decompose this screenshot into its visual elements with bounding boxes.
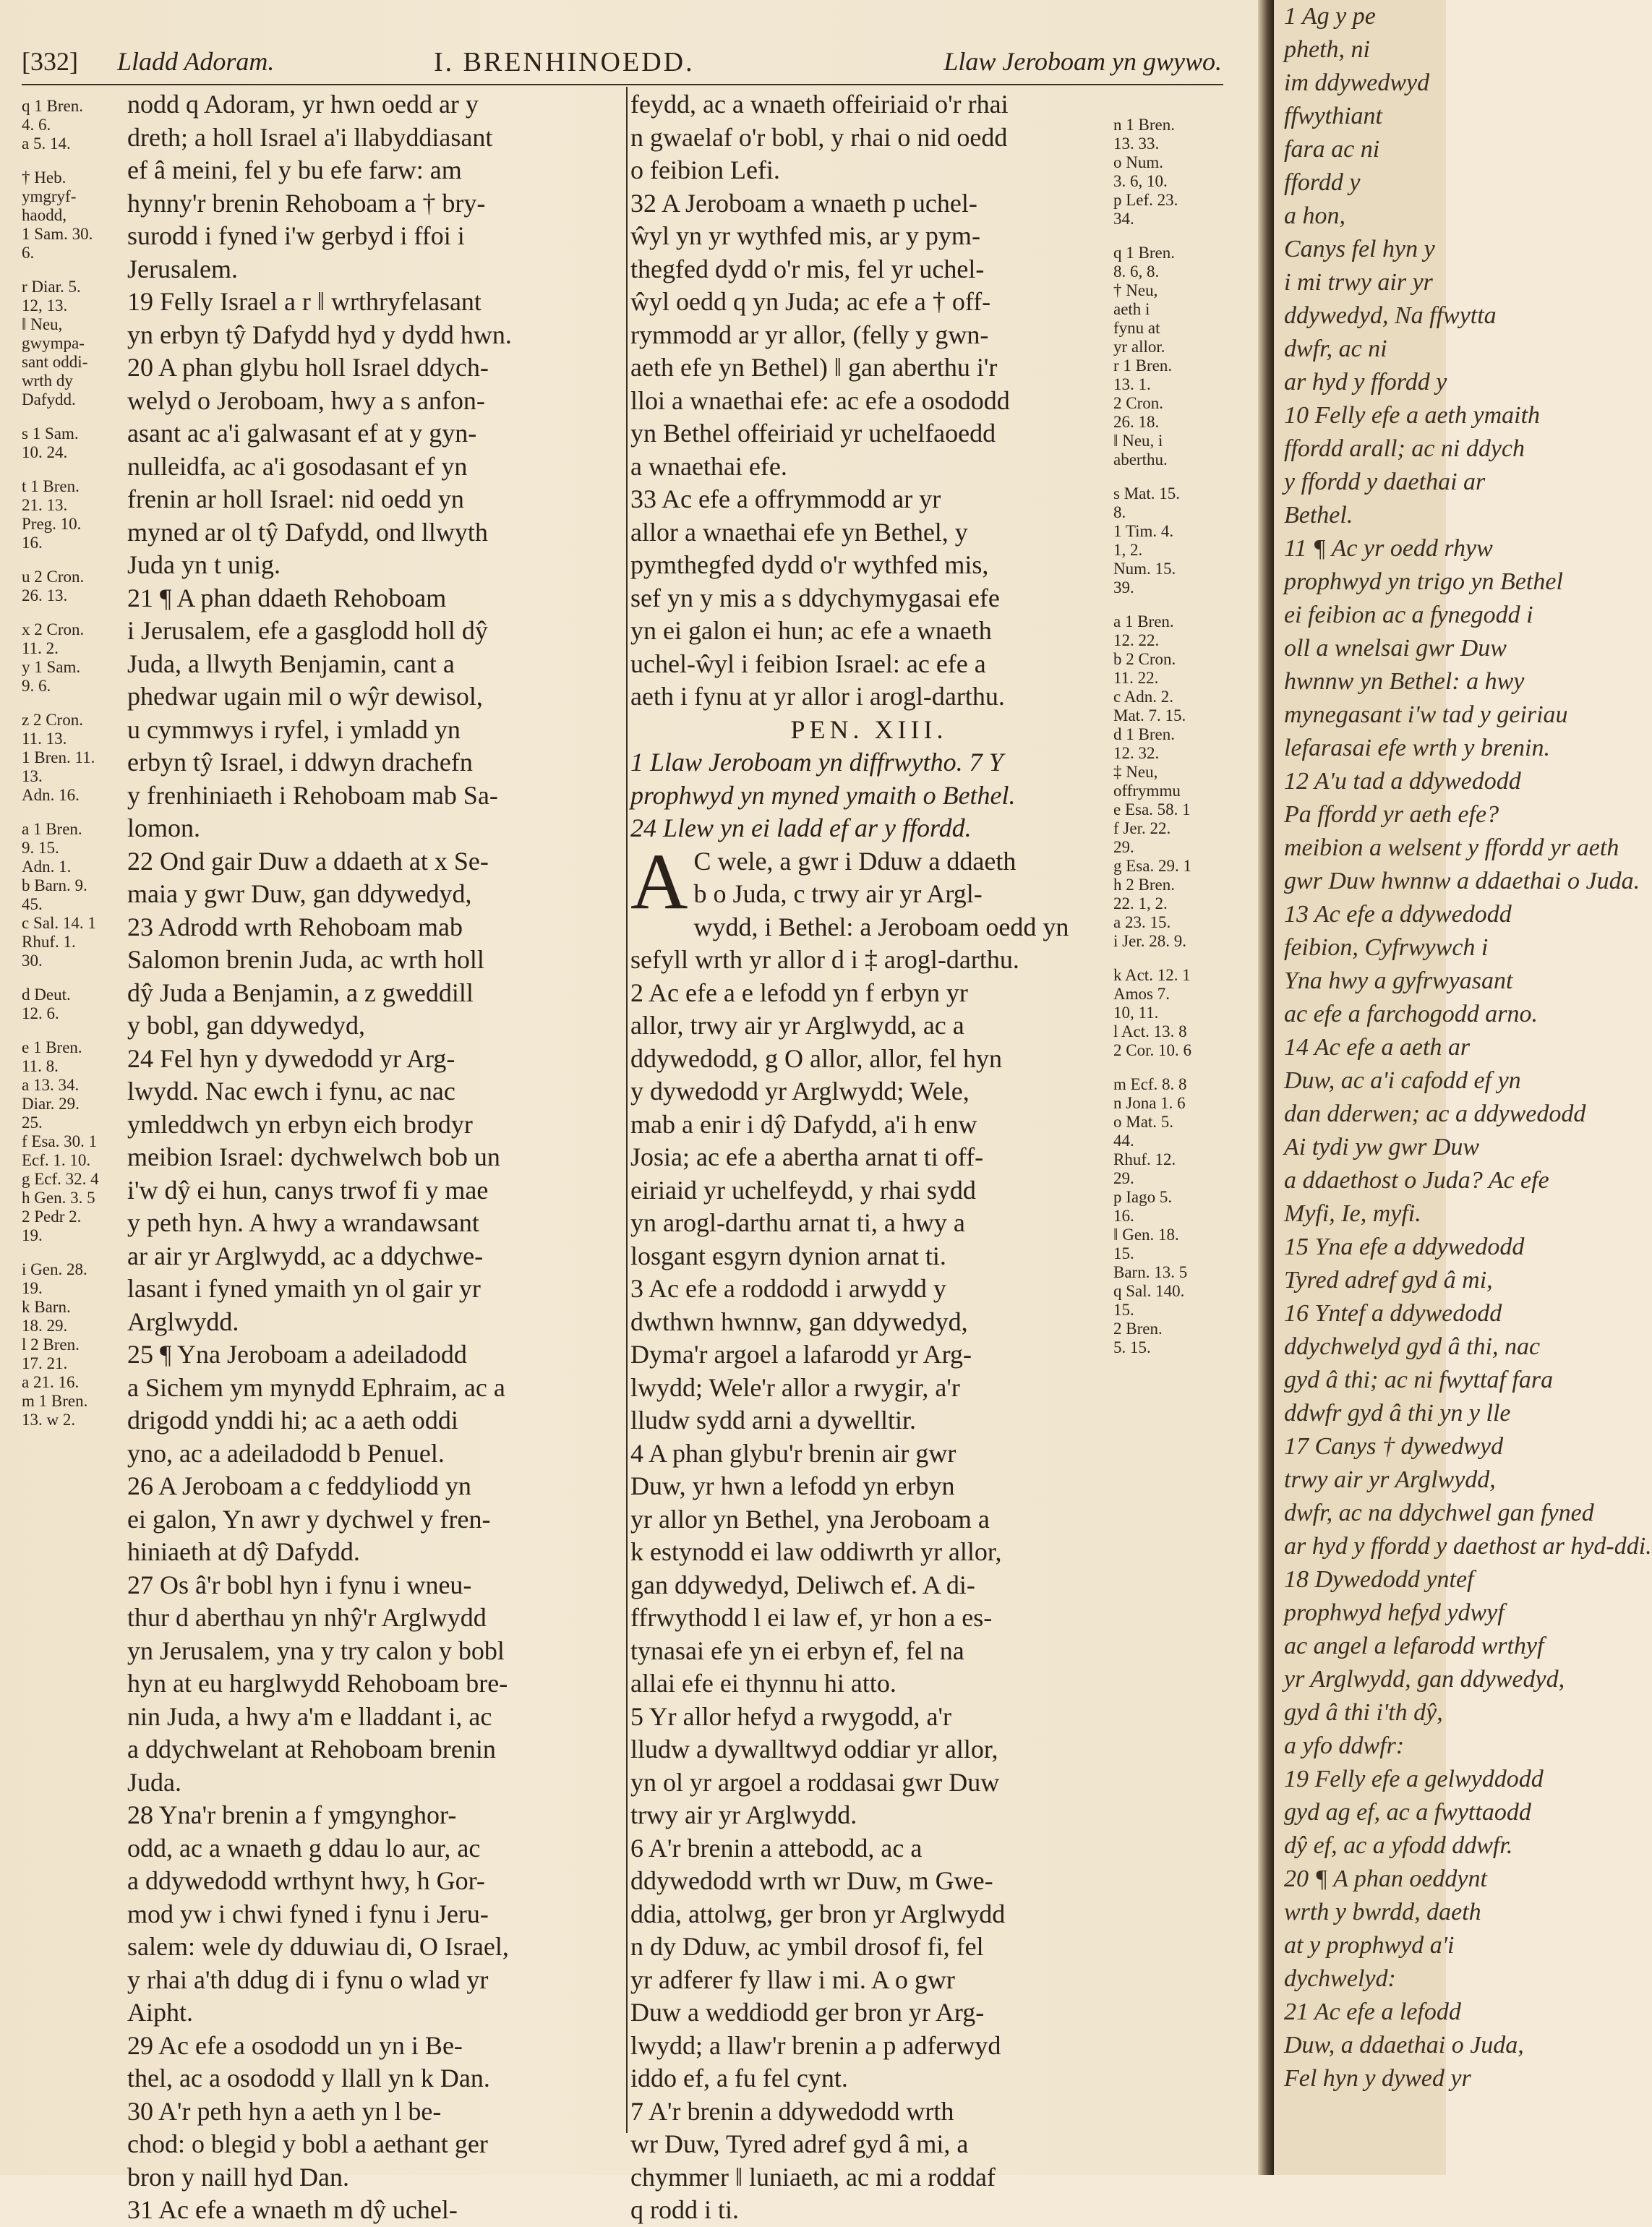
margin-note: † Heb. ymgryf- haodd, 1 Sam. 30. 6.: [22, 168, 93, 262]
verse-line: lasant i fyned ymaith yn ol gair yr: [127, 1274, 481, 1303]
facing-page-line: 17 Canys † dywedwyd: [1284, 1433, 1504, 1460]
drop-cap: A: [630, 837, 688, 926]
facing-page-line: a ddaethost o Juda? Ac efe: [1284, 1167, 1549, 1194]
facing-page-line: Duw, ac a'i cafodd ef yn: [1284, 1067, 1521, 1094]
verse-line: ymleddwch yn erbyn eich brodyr: [127, 1109, 473, 1139]
verse-line: lwydd; a llaw'r brenin a p adferwyd: [630, 2030, 1001, 2060]
verse-line: a wnaethai efe.: [630, 451, 787, 481]
verse-line: 29 Ac efe a osododd un yn i Be-: [127, 2030, 463, 2060]
facing-page-line: 1 Ag y pe: [1284, 3, 1376, 30]
facing-page-line: dŷ ef, ac a yfodd ddwfr.: [1284, 1832, 1513, 1859]
verse-line: 26 A Jeroboam a c feddyliodd yn: [127, 1471, 471, 1500]
facing-page-line: Bethel.: [1284, 502, 1353, 529]
verse-line: nulleidfa, ac a'i gosodasant ef yn: [127, 451, 468, 481]
facing-page-line: ac efe a farchogodd arno.: [1284, 1001, 1538, 1027]
verse-line: 6 A'r brenin a attebodd, ac a: [630, 1833, 923, 1863]
verse-line: erbyn tŷ Israel, i ddwyn drachefn: [127, 748, 473, 777]
verse-line: hynny'r brenin Rehoboam a † bry-: [127, 188, 486, 218]
verse-line: u cymmwys i ryfel, i ymladd yn: [127, 714, 461, 744]
facing-page-line: Yna hwy a gyfrwyasant: [1284, 967, 1513, 994]
verse-line: maia y gwr Duw, gan ddywedyd,: [127, 879, 472, 908]
verse-line: dreth; a holl Israel a'i llabyddiasant: [127, 122, 493, 152]
margin-note: d Deut. 12. 6.: [22, 986, 71, 1022]
facing-page-line: lefarasai efe wrth y brenin.: [1284, 735, 1550, 761]
right-margin-references: [1113, 116, 1251, 1372]
verse-line: 30 A'r peth hyn a aeth yn l be-: [127, 2096, 442, 2126]
summary-line: prophwyd yn myned ymaith o Bethel.: [630, 780, 1016, 810]
verse-line: 31 Ac efe a wnaeth m dŷ uchel-: [127, 2195, 458, 2224]
verse-line: pymthegfed dydd o'r wythfed mis,: [630, 550, 989, 579]
column-divider: [626, 87, 628, 2133]
verse-line: aeth efe yn Bethel) ‖ gan aberthu i'r: [630, 353, 998, 382]
facing-page-line: gyd ag ef, ac a fwyttaodd: [1284, 1799, 1531, 1826]
verse-line: ddia, attolwg, ger bron yr Arglwydd: [630, 1899, 1006, 1928]
facing-page-line: meibion a welsent y ffordd yr aeth: [1284, 834, 1619, 861]
verse-line: myned ar ol tŷ Dafydd, ond llwyth: [127, 517, 488, 547]
facing-page-line: 20 ¶ A phan oeddynt: [1284, 1865, 1487, 1892]
margin-note: s 1 Sam. 10. 24.: [22, 424, 79, 461]
facing-page-line: Canys fel hyn y: [1284, 236, 1435, 262]
verse-line: b o Juda, c trwy air yr Argl-: [693, 879, 983, 908]
margin-note: k Act. 12. 1 Amos 7. 10, 11. l Act. 13. 8 2 Cor. 10. 6: [1113, 966, 1191, 1059]
facing-page-line: ffordd y: [1284, 169, 1361, 196]
verse-line: yn Bethel offeiriaid yr uchelfaoedd: [630, 419, 996, 448]
facing-page-line: Duw, a ddaethai o Juda,: [1284, 2032, 1524, 2059]
verse-line: allai efe ei thynnu hi atto.: [630, 1669, 896, 1698]
facing-page-line: dwfr, ac na ddychwel gan fyned: [1284, 1500, 1594, 1526]
verse-line: 22 Ond gair Duw a ddaeth at x Se-: [127, 846, 489, 876]
verse-line: dwthwn hwnnw, gan ddywedyd,: [630, 1307, 968, 1336]
facing-page-line: ffordd arall; ac ni ddych: [1284, 435, 1525, 462]
verse-line: Arglwydd.: [127, 1307, 239, 1336]
right-running-title: Llaw Jeroboam yn gwywo.: [943, 47, 1222, 76]
facing-page-line: fara ac ni: [1284, 136, 1380, 163]
margin-note: q 1 Bren. 8. 6, 8. † Neu, aeth i fynu at yr allor. r 1 Bren. 13. 1. 2 Cron. 26. 18. ‖ Neu, i aberthu.: [1113, 244, 1175, 469]
verse-line: thegfed dydd o'r mis, fel yr uchel-: [630, 254, 985, 283]
facing-page-line: 15 Yna efe a ddywedodd: [1284, 1234, 1525, 1260]
facing-page-line: a yfo ddwfr:: [1284, 1732, 1405, 1759]
facing-page-line: 13 Ac efe a ddywedodd: [1284, 901, 1512, 928]
verse-line: odd, ac a wnaeth g ddau lo aur, ac: [127, 1833, 481, 1863]
verse-line: Juda, a llwyth Benjamin, cant a: [127, 649, 455, 678]
verse-line: yr adferer fy llaw i mi. A o gwr: [630, 1965, 955, 1994]
facing-page-line: y ffordd y daethai ar: [1284, 469, 1486, 495]
facing-page-line: 21 Ac efe a lefodd: [1284, 1999, 1461, 2025]
verse-line: a ddychwelant at Rehoboam brenin: [127, 1735, 496, 1764]
margin-note: i Gen. 28. 19. k Barn. 18. 29. l 2 Bren. 17. 21. a 21. 16. m 1 Bren. 13. w 2.: [22, 1260, 88, 1429]
verse-line: 4 A phan glybu'r brenin air gwr: [630, 1438, 956, 1468]
verse-line: welyd o Jeroboam, hwy a s anfon-: [127, 385, 485, 415]
facing-page-line: Pa ffordd yr aeth efe?: [1284, 801, 1499, 828]
verse-line: tynasai efe yn ei erbyn ef, fel na: [630, 1636, 964, 1665]
verse-line: lwydd. Nac ewch i fynu, ac nac: [127, 1077, 455, 1106]
margin-note: q 1 Bren. 4. 6. a 5. 14.: [22, 97, 83, 153]
verse-line: 7 A'r brenin a ddywedodd wrth: [630, 2096, 954, 2126]
verse-line: thur d aberthau yn nhŷ'r Arglwydd: [127, 1603, 487, 1632]
chapter-thirteen-text: [630, 837, 1108, 2227]
verse-line: yn erbyn tŷ Dafydd hyd y dydd hwn.: [127, 320, 512, 349]
verse-line: phedwar ugain mil o wŷr dewisol,: [127, 682, 483, 711]
verse-line: y peth hyn. A hwy a wrandawsant: [127, 1208, 479, 1237]
margin-note: x 2 Cron. 11. 2. y 1 Sam. 9. 6.: [22, 620, 85, 695]
header-rule: [22, 84, 1223, 85]
verse-line: hiniaeth at dŷ Dafydd.: [127, 1537, 360, 1566]
verse-line: iddo ef, a fu fel cynt.: [630, 2064, 848, 2093]
verse-line: drigodd ynddi hi; ac a aeth oddi: [127, 1406, 458, 1435]
verse-line: Aipht.: [127, 1998, 194, 2027]
facing-page-line: gyd â thi; ac ni fwyttaf fara: [1284, 1367, 1554, 1393]
facing-page-line: 11 ¶ Ac yr oedd rhyw: [1284, 535, 1493, 562]
verse-line: q rodd i ti.: [630, 2195, 739, 2224]
verse-line: uchel-ŵyl i feibion Israel: ac efe a: [630, 649, 986, 678]
verse-line: ffrwythodd l ei law ef, yr hon a es-: [630, 1603, 993, 1632]
summary-line: 1 Llaw Jeroboam yn diffrwytho. 7 Y: [630, 748, 1003, 777]
verse-line: allor, trwy air yr Arglwydd, ac a: [630, 1011, 964, 1040]
verse-line: C wele, a gwr i Dduw a ddaeth: [693, 846, 1017, 876]
verse-line: dŷ Juda a Benjamin, a z gweddill: [127, 978, 474, 1007]
verse-line: bron y naill hyd Dan.: [127, 2162, 349, 2192]
verse-line: a Sichem ym mynydd Ephraim, ac a: [127, 1372, 505, 1402]
verse-line: nodd q Adoram, yr hwn oedd ar y: [127, 90, 479, 119]
verse-line: gan ddywedyd, Deliwch ef. A di-: [630, 1570, 975, 1599]
verse-line: yn Jerusalem, yna y try calon y bobl: [127, 1636, 505, 1665]
facing-page-line: ddychwelyd gyd â thi, nac: [1284, 1333, 1541, 1360]
facing-page-line: 10 Felly efe a aeth ymaith: [1284, 402, 1541, 429]
verse-line: rymmodd ar yr allor, (felly y gwn-: [630, 320, 989, 349]
verse-line: Juda.: [127, 1767, 181, 1797]
verse-line: 25 ¶ Yna Jeroboam a adeiladodd: [127, 1340, 467, 1369]
facing-page-line: Myfi, Ie, myfi.: [1284, 1200, 1421, 1227]
verse-line: i'w dŷ ei hun, canys trwof fi y mae: [127, 1175, 489, 1205]
verse-line: lomon.: [127, 813, 201, 842]
page-number: [332]: [22, 47, 78, 76]
facing-page-line: 16 Yntef a ddywedodd: [1284, 1300, 1502, 1327]
facing-page-line: mynegasant i'w tad y geiriau: [1284, 701, 1568, 728]
verse-line: n gwaelaf o'r bobl, y rhai o nid oedd: [630, 122, 1008, 152]
verse-line: surodd i fyned i'w gerbyd i ffoi i: [127, 221, 465, 250]
facing-page-line: 19 Felly efe a gelwyddodd: [1284, 1766, 1544, 1792]
facing-page-line: dan dderwen; ac a ddywedodd: [1284, 1100, 1586, 1127]
verse-line: n dy Dduw, ac ymbil drosof fi, fel: [630, 1932, 984, 1961]
facing-page-line: ddwfr gyd â thi yn y lle: [1284, 1400, 1511, 1427]
facing-page-line: ei feibion ac a fynegodd i: [1284, 602, 1533, 628]
margin-note: m Ecf. 8. 8 n Jona 1. 6 o Mat. 5. 44. Rhuf. 12. 29. p Iago 5. 16. ‖ Gen. 18. 15. Barn. 13. 5 q Sal. 140. 15. 2 Bren. 5. 15.: [1113, 1075, 1188, 1356]
verse-line: Salomon brenin Juda, ac wrth holl: [127, 945, 484, 974]
verse-line: 23 Adrodd wrth Rehoboam mab: [127, 912, 463, 941]
verse-line: wydd, i Bethel: a Jeroboam oedd yn: [693, 912, 1069, 941]
margin-note: t 1 Bren. 21. 13. Preg. 10. 16.: [22, 477, 82, 552]
verse-line: aeth i fynu at yr allor i arogl-darthu.: [630, 682, 1005, 711]
verse-line: a ddywedodd wrthynt hwy, h Gor-: [127, 1866, 485, 1895]
verse-line: Juda yn t unig.: [127, 550, 281, 579]
verse-line: 27 Os â'r bobl hyn i fynu i wneu-: [127, 1570, 472, 1599]
verse-line: 2 Ac efe a e lefodd yn f erbyn yr: [630, 978, 968, 1007]
facing-page-line: im ddywedwyd: [1284, 69, 1430, 96]
verse-line: 33 Ac efe a offrymmodd ar yr: [630, 484, 941, 513]
facing-page-line: ddywedyd, Na ffwytta: [1284, 302, 1497, 329]
verse-line: lloi a wnaethai efe: ac efe a osododd: [630, 385, 1010, 415]
facing-page-line: gwr Duw hwnnw a ddaethai o Juda.: [1284, 868, 1640, 894]
facing-page-line: pheth, ni: [1284, 36, 1370, 63]
verse-line: yr allor yn Bethel, yna Jeroboam a: [630, 1504, 990, 1534]
facing-page-line: wrth y bwrdd, daeth: [1284, 1899, 1481, 1925]
verse-line: 5 Yr allor hefyd a rwygodd, a'r: [630, 1701, 952, 1731]
margin-note: z 2 Cron. 11. 13. 1 Bren. 11. 13. Adn. 16.: [22, 711, 95, 804]
facing-page-line: ac angel a lefarodd wrthyf: [1284, 1633, 1544, 1659]
verse-line: ddywedodd, g O allor, allor, fel hyn: [630, 1043, 1003, 1073]
facing-page-line: ffwythiant: [1284, 103, 1382, 129]
verse-line: i Jerusalem, efe a gasglodd holl dŷ: [127, 616, 488, 645]
margin-note: a 1 Bren. 9. 15. Adn. 1. b Barn. 9. 45. c Sal. 14. 1 Rhuf. 1. 30.: [22, 820, 96, 970]
chapter-twelve-continuation: [630, 88, 1108, 714]
summary-line: 24 Llew yn ei ladd ef ar y ffordd.: [630, 813, 972, 842]
right-text-column: [630, 88, 1108, 2227]
facing-page-line: trwy air yr Arglwydd,: [1284, 1466, 1496, 1493]
verse-line: allor a wnaethai efe yn Bethel, y: [630, 517, 968, 547]
verse-line: 20 A phan glybu holl Israel ddych-: [127, 353, 489, 382]
verse-line: Jerusalem.: [127, 254, 238, 283]
facing-page-line: 18 Dywedodd yntef: [1284, 1566, 1474, 1593]
verse-line: o feibion Lefi.: [630, 155, 780, 184]
verse-line: asant ac a'i galwasant ef at y gyn-: [127, 419, 477, 448]
facing-page-line: Tyred adref gyd â mi,: [1284, 1267, 1493, 1294]
verse-line: thel, ac a osododd y llall yn k Dan.: [127, 2064, 490, 2093]
book-gutter: [1258, 0, 1274, 2175]
verse-line: ŵyl oedd q yn Juda; ac efe a † off-: [630, 287, 991, 316]
chapter-thirteen-lines: [630, 837, 1108, 2227]
verse-line: Duw, yr hwn a lefodd yn erbyn: [630, 1471, 955, 1500]
chapter-summary: [630, 746, 1108, 845]
verse-line: y rhai a'th ddug di i fynu o wlad yr: [127, 1965, 489, 1994]
facing-page-line: i mi trwy air yr: [1284, 269, 1433, 296]
facing-page-line: dychwelyd:: [1284, 1965, 1396, 1992]
verse-line: wr Duw, Tyred adref gyd â mi, a: [630, 2129, 969, 2158]
verse-line: Josia; ac efe a abertha arnat ti off-: [630, 1142, 984, 1171]
verse-line: Duw a weddiodd ger bron yr Arg-: [630, 1998, 985, 2027]
left-running-title: Lladd Adoram.: [117, 47, 275, 76]
verse-line: hyn at eu harglwydd Rehoboam bre-: [127, 1669, 508, 1698]
facing-page-line: 12 A'u tad a ddywedodd: [1284, 768, 1521, 795]
verse-line: frenin ar holl Israel: nid oedd yn: [127, 484, 464, 513]
running-header: [22, 46, 1222, 82]
verse-line: 3 Ac efe a roddodd i arwydd y: [630, 1274, 946, 1303]
facing-page-line: oll a wnelsai gwr Duw: [1284, 635, 1507, 662]
verse-line: lludw a dywalltwyd oddiar yr allor,: [630, 1735, 998, 1764]
facing-page-line: yr Arglwydd, gan ddywedyd,: [1284, 1666, 1565, 1693]
margin-note: n 1 Bren. 13. 33. o Num. 3. 6, 10. p Lef. 23. 34.: [1113, 116, 1178, 228]
verse-line: y dywedodd yr Arglwydd; Wele,: [630, 1077, 970, 1106]
verse-line: y bobl, gan ddywedyd,: [127, 1011, 365, 1040]
verse-line: 28 Yna'r brenin a f ymgynghor-: [127, 1800, 457, 1829]
facing-page-line: dwfr, ac ni: [1284, 335, 1387, 362]
facing-page-line: at y prophwyd a'i: [1284, 1932, 1455, 1959]
facing-page-line: 14 Ac efe a aeth ar: [1284, 1034, 1471, 1061]
margin-note: s Mat. 15. 8. 1 Tim. 4. 1, 2. Num. 15. 39.: [1113, 484, 1180, 597]
verse-line: ŵyl yn yr wythfed mis, ar y pym-: [630, 221, 980, 250]
verse-line: yn arogl-darthu arnat ti, a hwy a: [630, 1208, 965, 1237]
facing-page-line: ar hyd y ffordd y daethost ar hyd-ddi.: [1284, 1533, 1652, 1560]
facing-page-line: prophwyd hefyd ydwyf: [1284, 1599, 1505, 1626]
verse-line: 32 A Jeroboam a wnaeth p uchel-: [630, 188, 977, 218]
verse-line: salem: wele dy dduwiau di, O Israel,: [127, 1932, 509, 1961]
verse-line: ar air yr Arglwydd, ac a ddychwe-: [127, 1241, 484, 1270]
verse-line: sefyll wrth yr allor d i ‡ arogl-darthu.: [630, 945, 1019, 974]
verse-line: feydd, ac a wnaeth offeiriaid o'r rhai: [630, 90, 1009, 119]
verse-line: yn ol yr argoel a roddasai gwr Duw: [630, 1767, 1000, 1797]
verse-line: nin Juda, a hwy a'm e lladdant i, ac: [127, 1701, 492, 1731]
verse-line: meibion Israel: dychwelwch bob un: [127, 1142, 500, 1171]
verse-line: sef yn y mis a s ddychymygasai efe: [630, 583, 1000, 612]
facing-page-line: ar hyd y ffordd y: [1284, 369, 1447, 396]
verse-line: lwydd; Wele'r allor a rwygir, a'r: [630, 1372, 960, 1402]
chapter-heading: PEN. XIII.: [790, 714, 948, 744]
facing-page-line: prophwyd yn trigo yn Bethel: [1284, 568, 1563, 595]
verse-line: losgant esgyrn dynion arnat ti.: [630, 1241, 946, 1270]
facing-page-line: gyd â thi i'th dŷ,: [1284, 1699, 1443, 1726]
margin-note: a 1 Bren. 12. 22. b 2 Cron. 11. 22. c Adn. 2. Mat. 7. 15. d 1 Bren. 12. 32. ‡ Neu, offrymmu e Esa. 58. 1 f Jer. 22. 29. g Esa. 29. 1 h 2 Bren. 22. 1, 2. a 23. 15. i Jer. 28. 9.: [1113, 612, 1191, 950]
verse-line: ei galon, Yn awr y dychwel y fren-: [127, 1504, 491, 1534]
verse-line: chymmer ‖ luniaeth, ac mi a roddaf: [630, 2162, 996, 2192]
left-text-column: [127, 88, 619, 2227]
margin-note: r Diar. 5. 12, 13. ‖ Neu, gwympa- sant oddi- wrth dy Dafydd.: [22, 278, 88, 409]
verse-line: ddywedodd wrth wr Duw, m Gwe-: [630, 1866, 993, 1895]
facing-page-line: Ai tydi yw gwr Duw: [1284, 1134, 1480, 1160]
facing-page-line: Fel hyn y dywed yr: [1284, 2065, 1471, 2092]
verse-line: chod: o blegid y bobl a aethant ger: [127, 2129, 488, 2158]
verse-line: ef â meini, fel y bu efe farw: am: [127, 155, 462, 184]
verse-line: 21 ¶ A phan ddaeth Rehoboam: [127, 583, 447, 612]
verse-line: yn ei galon ei hun; ac efe a wnaeth: [630, 616, 992, 645]
facing-page-line: a hon,: [1284, 202, 1345, 229]
verse-line: 24 Fel hyn y dywedodd yr Arg-: [127, 1043, 455, 1073]
verse-line: mab a enir i dŷ Dafydd, a'i h enw: [630, 1109, 977, 1139]
verse-line: k estynodd ei law oddiwrth yr allor,: [630, 1537, 1002, 1566]
verse-line: Dyma'r argoel a lafarodd yr Arg-: [630, 1340, 972, 1369]
verse-line: mod yw i chwi fyned i fynu i Jeru-: [127, 1899, 489, 1928]
left-margin-references: [22, 97, 123, 1445]
facing-page-fragment: [1274, 0, 1652, 2175]
verse-line: y frenhiniaeth i Rehoboam mab Sa-: [127, 780, 498, 810]
verse-line: lludw sydd arni a dywelltir.: [630, 1406, 916, 1435]
verse-line: eiriaid yr uchelfeydd, y rhai sydd: [630, 1175, 976, 1205]
facing-page-line: hwnnw yn Bethel: a hwy: [1284, 668, 1525, 695]
facing-page-line: feibion, Cyfrwywch i: [1284, 934, 1489, 961]
margin-note: e 1 Bren. 11. 8. a 13. 34. Diar. 29. 25. f Esa. 30. 1 Ecf. 1. 10. g Ecf. 32. 4 h Gen. 3. 5 2 Pedr 2. 19.: [22, 1038, 99, 1244]
verse-line: trwy air yr Arglwydd.: [630, 1800, 857, 1829]
margin-note: u 2 Cron. 26. 13.: [22, 568, 85, 604]
verse-line: yno, ac a adeiladodd b Penuel.: [127, 1438, 445, 1468]
verse-line: 19 Felly Israel a r ‖ wrthryfelasant: [127, 287, 482, 316]
book-title: I. BRENHINOEDD.: [434, 47, 695, 77]
